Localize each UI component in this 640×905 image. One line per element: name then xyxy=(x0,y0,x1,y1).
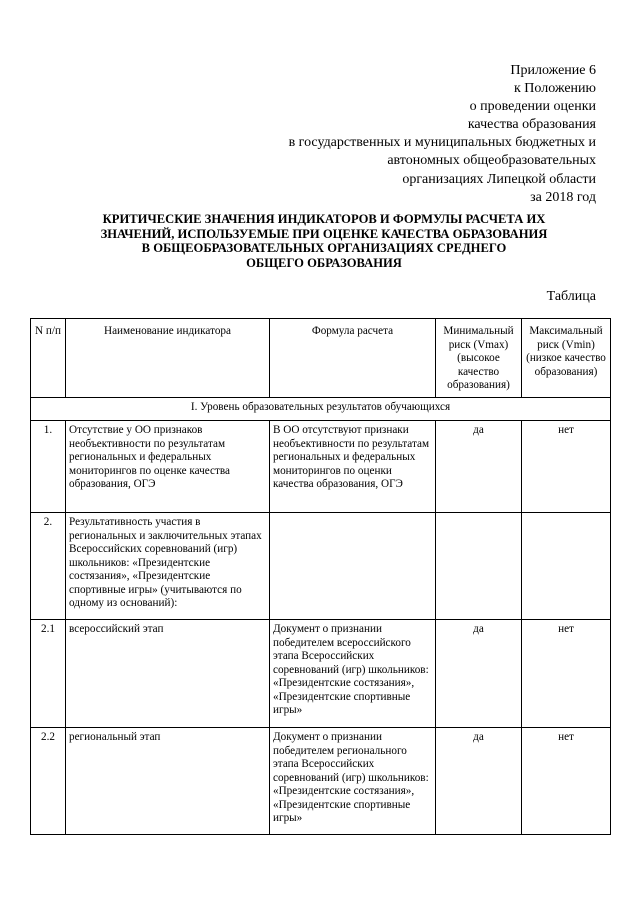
table-section-row xyxy=(31,398,611,421)
header-max-risk: Максимальный риск (Vmin) (низкое качество образования) xyxy=(522,319,611,398)
table-row xyxy=(31,421,611,513)
row-max-risk: нет xyxy=(522,728,611,835)
appendix-line: о проведении оценки xyxy=(469,99,596,115)
heading-line: КРИТИЧЕСКИЕ ЗНАЧЕНИЯ ИНДИКАТОРОВ И ФОРМУЛЫ РАСЧЕТА ИХ xyxy=(102,212,546,226)
row-formula: Документ о признании победителем всероссийского этапа Всероссийских соревнований (игр) школьников: «Президентские состязания», «Президентские спортивные игры» xyxy=(270,620,436,728)
row-num: 2.1 xyxy=(31,620,66,728)
row-formula xyxy=(270,513,436,620)
section-title: I. Уровень образовательных результатов обучающихся xyxy=(31,398,611,421)
heading-line: В ОБЩЕОБРАЗОВАТЕЛЬНЫХ ОРГАНИЗАЦИЯХ СРЕДНЕГО xyxy=(141,241,507,256)
document-heading xyxy=(64,212,584,270)
table-header-row xyxy=(31,319,611,398)
appendix-note xyxy=(196,62,596,207)
row-num: 1. xyxy=(31,421,66,513)
row-indicator: Результативность участия в региональных и заключительных этапах Всероссийских соревнований (игр) школьников: «Президентские состязания», «Президентские спортивные игры» (учитываются по одному из оснований): xyxy=(66,513,270,620)
row-formula: Документ о признании победителем регионального этапа Всероссийских соревнований (игр) школьников: «Президентские состязания», «Президентские спортивные игры» xyxy=(270,728,436,835)
table-caption: Таблица xyxy=(546,289,596,304)
row-max-risk: нет xyxy=(522,421,611,513)
heading-line: ЗНАЧЕНИЙ, ИСПОЛЬЗУЕМЫЕ ПРИ ОЦЕНКЕ КАЧЕСТВА ОБРАЗОВАНИЯ xyxy=(100,226,548,241)
header-indicator: Наименование индикатора xyxy=(66,319,270,398)
appendix-line: качества образования xyxy=(467,117,596,133)
header-min-risk: Минимальный риск (Vmax) (высокое качество образования) xyxy=(436,319,522,398)
row-min-risk: да xyxy=(436,728,522,835)
header-num: N п/п xyxy=(31,319,66,398)
appendix-line: организациях Липецкой области xyxy=(402,171,596,187)
row-formula: В ОО отсутствуют признаки необъективности по результатам региональных и федеральных мониторингов по оценки качества образования, ОГЭ xyxy=(270,421,436,513)
row-max-risk: нет xyxy=(522,620,611,728)
row-min-risk: да xyxy=(436,421,522,513)
appendix-line: в государственных и муниципальных бюджетных и xyxy=(288,135,596,151)
appendix-line: Приложение 6 xyxy=(510,63,596,78)
row-num: 2. xyxy=(31,513,66,620)
table-row xyxy=(31,620,611,728)
indicators-table xyxy=(30,318,611,835)
table-row xyxy=(31,728,611,835)
header-formula: Формула расчета xyxy=(270,319,436,398)
table-row xyxy=(31,513,611,620)
appendix-line: автономных общеобразовательных xyxy=(387,153,596,169)
row-min-risk: да xyxy=(436,620,522,728)
row-indicator: региональный этап xyxy=(66,728,270,835)
row-num: 2.2 xyxy=(31,728,66,835)
row-min-risk xyxy=(436,513,522,620)
row-indicator: Отсутствие у ОО признаков необъективности по результатам региональных и федеральных мониторингов по оценке качества образования, ОГЭ xyxy=(66,421,270,513)
appendix-line: к Положению xyxy=(513,81,596,97)
row-indicator: всероссийский этап xyxy=(66,620,270,728)
heading-line: ОБЩЕГО ОБРАЗОВАНИЯ xyxy=(246,255,402,270)
appendix-line: за 2018 год xyxy=(530,189,596,205)
row-max-risk xyxy=(522,513,611,620)
